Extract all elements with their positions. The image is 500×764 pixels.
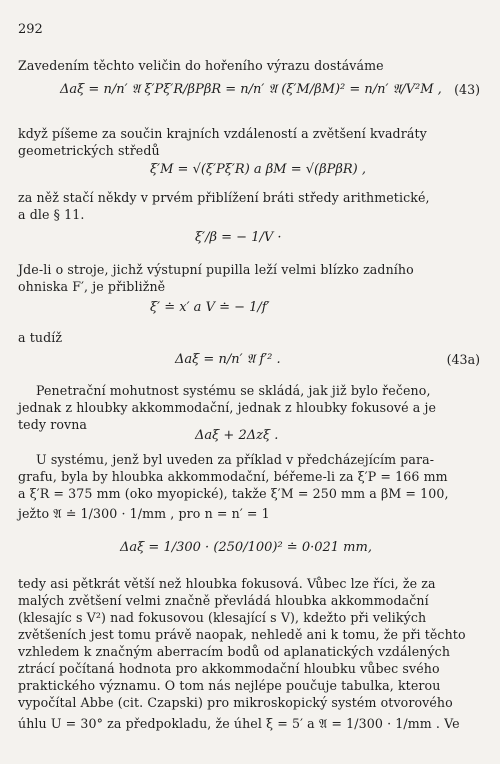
equation-numeric: Δaξ = 1/300 · (250/100)² ≐ 0·021 mm, <box>120 540 372 555</box>
text-line: zvětšeních jest tomu právě naopak, nehledě ani k tomu, že při těchto <box>18 627 466 642</box>
text-line: jednak z hloubky akkommodační, jednak z hloubky fokusové a je <box>18 400 437 415</box>
text-line: praktického významu. O tom nás nejlépe poučuje tabulka, kterou <box>18 678 441 693</box>
text-line: za něž stačí někdy v prvém přiblížení bráti středy arithmetické, <box>18 190 430 205</box>
text-line: když píšeme za součin krajních vzdáleností a zvětšení kvadráty <box>18 126 427 141</box>
equation-43: Δaξ = n/n′ 𝔄 ξ′Pξ′R/βPβR = n/n′ 𝔄 (ξ′M/βM)² = n/n′ 𝔄/V²M , <box>60 82 442 97</box>
equation-number: (43a) <box>446 352 480 367</box>
text-line: Jde-li o stroje, jichž výstupní pupilla leží velmi blízko zadního <box>18 262 414 277</box>
text-line: U systému, jenž byl uveden za příklad v předcházejícím para- <box>36 452 435 467</box>
text-line: vzhledem k značným aberracím bodů od aplanatických vzdálených <box>18 644 451 659</box>
equation-number: (43) <box>454 82 480 97</box>
text-line: Zavedením těchto veličin do hořeního výrazu dostáváme <box>18 58 384 73</box>
equation-approximation: ξ′ ≐ x′ a V ≐ − 1/f′ <box>150 300 270 315</box>
text-line: (klesajíc s V²) nad fokusovou (klesající s V), kdežto při velikých <box>18 610 427 625</box>
text-line: ježto 𝔄 ≐ 1/300 · 1/mm , pro n = n′ = 1 <box>18 506 270 521</box>
text-line: grafu, byla by hloubka akkommodační, béřeme-li za ξ′P = 166 mm <box>18 469 448 484</box>
text-line: a tudíž <box>18 330 63 345</box>
text-line: úhlu U = 30° za předpokladu, že úhel ξ = 5′ a 𝔄 = 1/300 · 1/mm . Ve <box>18 716 460 731</box>
equation-43a: Δaξ = n/n′ 𝔄 f′² . <box>175 352 281 367</box>
text-line: ztrácí počítaná hodnota pro akkommodační hloubku vůbec svého <box>18 661 440 676</box>
equation-geometric-mean: ξ′M = √(ξ′Pξ′R) a βM = √(βPβR) , <box>150 162 367 177</box>
page-number: 292 <box>18 22 43 37</box>
text-line: ohniska F′, je přibližně <box>18 279 166 294</box>
text-line: geometrických středů <box>18 143 160 158</box>
text-line: malých zvětšení velmi značně převládá hloubka akkommodační <box>18 593 429 608</box>
text-line: tedy rovna <box>18 417 88 432</box>
text-line: Penetrační mohutnost systému se skládá, jak již bylo řečeno, <box>36 383 431 398</box>
text-line: vypočítal Abbe (cit. Czapski) pro mikroskopický systém otvorového <box>18 695 453 710</box>
equation-ratio: ξ′/β = − 1/V · <box>195 230 282 245</box>
equation-sum: Δaξ + 2Δzξ . <box>195 428 279 443</box>
text-line: tedy asi pětkrát větší než hloubka fokusová. Vůbec lze říci, že za <box>18 576 436 591</box>
text-line: a dle § 11. <box>18 207 85 222</box>
text-line: a ξ′R = 375 mm (oko myopické), takže ξ′M = 250 mm a βM = 100, <box>18 486 449 501</box>
